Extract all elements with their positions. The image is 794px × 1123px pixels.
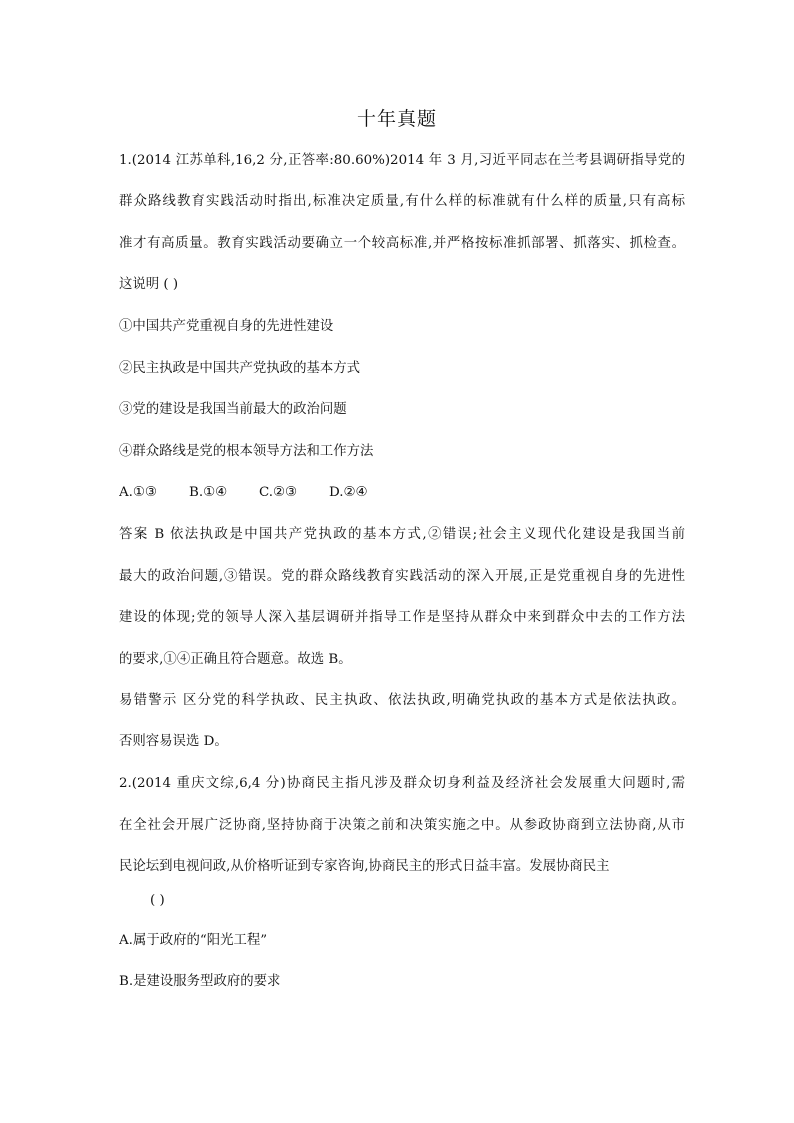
- q1-options: [119, 483, 685, 503]
- q1-answer-line-3: 建设的体现;党的领导人深入基层调研并指导工作是坚持从群众中来到群众中去的工作方法: [119, 610, 685, 625]
- q2-answer-paren: ( ): [150, 893, 165, 908]
- q1-stem-line-2: 群众路线教育实践活动时指出,标准决定质量,有什么样的标准就有什么样的质量,只有高标: [119, 194, 685, 209]
- q2-option-b: B.是建设服务型政府的要求: [119, 974, 281, 989]
- q2-stem-line-1: 2.(2014 重庆文综,6,4 分)协商民主指凡涉及群众切身利益及经济社会发展重大问题时,需: [119, 776, 685, 791]
- q1-stem-line-1: 1.(2014 江苏单科,16,2 分,正答率:80.60%)2014 年 3 月,习近平同志在兰考县调研指导党的: [119, 153, 685, 168]
- q1-statement-4: ④群众路线是党的根本领导方法和工作方法: [119, 444, 374, 459]
- q1-stem-line-4: 这说明 ( ): [119, 277, 179, 292]
- q1-option-c: C.②③: [259, 485, 298, 500]
- q1-answer-line-1: 答案 B 依法执政是中国共产党执政的基本方式,②错误;社会主义现代化建设是我国当前: [119, 527, 685, 542]
- q1-stem-line-3: 准才有高质量。教育实践活动要确立一个较高标准,并严格按标准抓部署、抓落实、抓检查。: [119, 236, 685, 251]
- q1-statement-1: ①中国共产党重视自身的先进性建设: [119, 319, 334, 334]
- q2-stem-line-3: 民论坛到电视问政,从价格听证到专家咨询,协商民主的形式日益丰富。发展协商民主: [119, 859, 610, 874]
- q1-warning-line-2: 否则容易误选 D。: [119, 734, 228, 749]
- q2-stem-line-2: 在全社会开展广泛协商,坚持协商于决策之前和决策实施之中。从参政协商到立法协商,从市: [119, 818, 685, 833]
- q1-warning-line-1: 易错警示 区分党的科学执政、民主执政、依法执政,明确党执政的基本方式是依法执政。: [119, 693, 685, 708]
- q2-option-a: A.属于政府的“阳光工程”: [119, 933, 268, 948]
- q1-answer-line-4: 的要求,①④正确且符合题意。故选 B。: [119, 652, 352, 667]
- q1-answer-line-2: 最大的政治问题,③错误。党的群众路线教育实践活动的深入开展,正是党重视自身的先进性: [119, 569, 685, 584]
- q1-statement-3: ③党的建设是我国当前最大的政治问题: [119, 402, 347, 417]
- q1-option-b: B.①④: [189, 485, 228, 500]
- q1-statement-2: ②民主执政是中国共产党执政的基本方式: [119, 361, 361, 376]
- q1-option-d: D.②④: [329, 485, 368, 500]
- page-title: 十年真题: [356, 108, 437, 130]
- q1-option-a: A.①③: [119, 485, 157, 500]
